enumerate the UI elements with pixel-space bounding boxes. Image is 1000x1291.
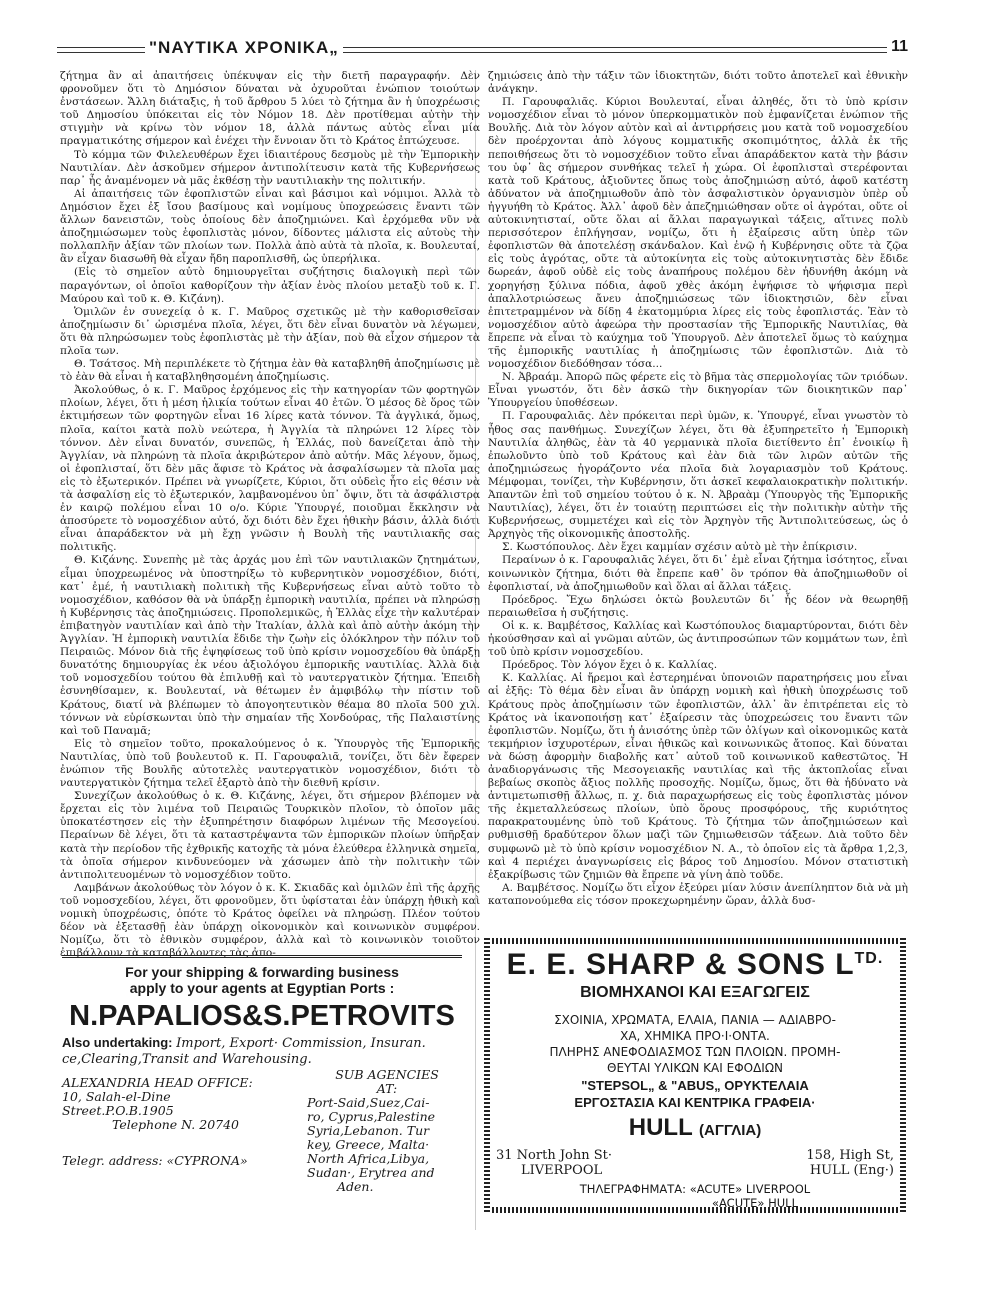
ad-subtitle: ΒΙΟΜΗΧΑΝΟΙ ΚΑΙ ΕΞΑΓΩΓΕΙΣ	[580, 984, 810, 1001]
ad-head-office	[62, 1076, 282, 1132]
ad-hull	[496, 1114, 894, 1142]
agency-line: Port-Said,Suez,Cai-	[307, 1095, 430, 1110]
desc-line: ΣΧΟΙΝΙΑ, ΧΡΩΜΑΤΑ, ΕΛΑΙΑ, ΠΑΝΙΑ — ΑΔΙΑΒΡΟ-	[554, 1013, 836, 1027]
address-liverpool	[496, 1148, 612, 1178]
hull-country: (ΑΓΓΛΙΑ)	[699, 1122, 762, 1139]
address-line: 158, High St,	[806, 1148, 894, 1163]
ad-tagline-1: For your shipping & forwarding business	[125, 964, 399, 980]
ad-company-name: N.PAPALIOS&S.PETROVITS	[69, 1000, 455, 1032]
telegram-line: ΤΗΛΕΓΡΑΦΗΜΑΤΑ: «ACUTE» LIVERPOOL	[579, 1182, 811, 1196]
address-line: LIVERPOOL	[521, 1163, 603, 1178]
agency-line: Sudan·, Erytrea and	[307, 1165, 435, 1180]
page-number: 11	[887, 38, 912, 56]
ad-factories-heading: ΕΡΓΟΣΤΑΣΙΑ ΚΑΙ ΚΕΝΤΡΙΚΑ ΓΡΑΦΕΙΑ·	[574, 1095, 816, 1110]
paragraph: Τὸ κόμμα τῶν Φιλελευθέρων ἔχει ἰδιαιτέρους δεσμοὺς μὲ τὴν Ἐμπορικὴν Ναυτιλίαν. Δὲν ἀσκοῦμεν σήμερον ἀντιπολίτευσιν κατὰ τῆς Κυβερνήσεως παρ᾽ ἧς ἀναμένομεν νὰ μᾶς ἐκθέσῃ τὴν ναυτιλιακὴν της πολιτικήν.	[60, 148, 480, 187]
paragraph: (Εἰς τὸ σημεῖον αὐτὸ δημιουργεῖται συζήτησις διαλογικὴ περὶ τῶν παραγόντων, οἱ ὁποῖοι καθορίζουν τὴν ἀξίαν ἑνὸς πλοίου μεταξὺ τοῦ κ. Γ. Μαύρου καὶ τοῦ κ. Θ. Κιζάνη).	[60, 266, 480, 305]
paragraph: Περαίνων ὁ κ. Γαρουφαλιᾶς λέγει, ὅτι δι᾽ ἐμὲ εἶναι ζήτημα ἰσότητος, εἶναι κοινωνικὸν ζήτημα, διότι θὰ ἔπρεπε καθ᾽ ὃν τρόπον θὰ ἀποζημιωθοῦν οἱ ἐφοπλισταί, νὰ ἀποζημιωθοῦν καὶ ὅλαι αἱ ἄλλαι τάξεις.	[488, 554, 908, 593]
agency-line: ro, Cyprus,Palestine	[307, 1109, 436, 1124]
ad-content	[496, 948, 894, 1210]
agency-line: Syria,Lebanon. Tur	[307, 1123, 430, 1138]
ad-tagline-2: apply to your agents at Egyptian Ports :	[129, 980, 395, 996]
address-line: 31 North John St·	[496, 1148, 612, 1163]
paragraph: Ν. Ἀβραάμ. Ἀπορῶ πῶς φέρετε εἰς τὸ βῆμα τὰς σπερμολογίας τῶν τριόδων. Εἶναι γνωστόν, ὅτι δὲν ἀσκῶ τὴν δικηγορίαν τῶν διοικητικῶν παρ᾽ Ὑπουργείου ὑποθέσεων.	[488, 371, 908, 410]
paragraph: Εἰς τὸ σημεῖον τοῦτο, προκαλούμενος ὁ κ. Ὑπουργὸς τῆς Ἐμπορικῆς Ναυτιλίας, ὑπὸ τοῦ βουλευτοῦ κ. Π. Γαρουφαλιᾶ, τονίζει, ὅτι δὲν ἔφερεν ἐνώπιον τῆς Βουλῆς αὐτοτελὲς ναυτεργατικὸν νομοσχέδιον, διότι τὸ ναυτεργατικὸν ζήτημα τελεῖ ἐξαρτὸ ἀπὸ τὴν διεθνῆ κρίσιν.	[60, 737, 480, 790]
ad-services-text: Import, Export· Commission, Insuran. ce,Clearing,Transit and Warehousing.	[62, 1036, 426, 1067]
address-hull	[806, 1148, 894, 1178]
desc-line: ΧΑ, ΧΗΜΙΚΑ ΠΡΟ·Ι·ΟΝΤΑ.	[620, 1029, 770, 1043]
office-line: ALEXANDRIA HEAD OFFICE:	[62, 1075, 253, 1090]
paragraph: Ἀκολούθως, ὁ κ. Γ. Μαῦρος ἐρχόμενος εἰς τὴν κατηγορίαν τῶν φορτηγῶν πλοίων, λέγει, ὅτι ἡ μέση ἡλικία τούτων εἶναι 40 ἐτῶν. Ὁ μέσος δὲ ὅρος τῶν ἐκτιμήσεων τῶν φορτηγῶν εἶναι 16 λίρες κατὰ τόννον. Τὰ ἀγγλικά, ὅμως, πλοῖα, καίτοι κατὰ πολὺ νεώτερα, ἡ Ἀγγλία τὰ πληρώνει 12 λίρες τὸν τόννον. Δὲν εἶναι δυνατόν, συνεπῶς, ἡ Ἑλλάς, ποὺ δανείζεται ἀπὸ τὴν Ἀγγλίαν, νὰ πληρώνῃ τὰ πλοῖα ἀκριβώτερον ἀπὸ αὐτήν. Μᾶς λέγουν, ὅμως, οἱ ἐφοπλισταί, ὅτι δὲν μᾶς ἄφισε τὸ Κράτος νὰ ἀσφαλίσωμεν τὰ πλοῖα μας εἰς τὸ ἐξωτερικόν. Πρέπει νὰ γνωρίζετε, Κύριοι, ὅτι οὐδεὶς ἦτο εἰς θέσιν νὰ τὰ ἀσφαλίσῃ εἰς τὸ ἐξωτερικόν, λαμβανομένου ὑπ᾽ ὄψιν, ὅτι τὰ ἀσφάλιστρα ἐν καιρῷ πολέμου εἶναι 10 o/o. Κύριε Ὑπουργέ, ποιοῦμαι ἔκκλησιν νὰ ἀποσύρετε τὸ νομοσχέδιον αὐτό, ὄχι διότι δὲν ἔχει ἠθικὴν βάσιν, ἀλλὰ διότι εἶναι ἀπαράδεκτον νὰ μὴ ἔχῃ γνῶσιν ἡ Βουλὴ τῆς ναυτιλιακῆς σας πολιτικῆς.	[60, 384, 480, 554]
paragraph: Σ. Κωστόπουλος. Δὲν ἔχει καμμίαν σχέσιν αὐτὸ μὲ τὴν ἐπίκρισιν.	[502, 541, 858, 554]
ad-telegrams	[496, 1182, 894, 1210]
left-column	[60, 70, 480, 960]
paragraph: Πρόεδρος. Ἔχω δηλώσει ὀκτὼ βουλευτῶν δι᾽ ἧς δέον νὰ θεωρηθῇ περαιωθεῖσα ἡ συζήτησις.	[488, 593, 908, 619]
agency-line: key, Greece, Malta·	[307, 1137, 430, 1152]
agencies-heading: SUB AGENCIES	[335, 1067, 439, 1082]
agency-line: Aden.	[337, 1179, 374, 1194]
page-header	[57, 38, 912, 60]
telegram-line: «ACUTE» HULL	[711, 1196, 798, 1210]
paragraph: Λαμβάνων ἀκολούθως τὸν λόγον ὁ κ. Κ. Σκιαδᾶς καὶ ὁμιλῶν ἐπὶ τῆς ἀρχῆς τοῦ νομοσχεδίου, λέγει, ὅτι φρονοῦμεν, ὅτι ὑφίσταται ἐὰν ὑπάρχῃ ἠθικὴ καὶ νομικὴ ὑποχρέωσις, ὁπότε τὸ Κράτος ὀφείλει νὰ πληρώσῃ. Πλέον τούτου δέον νὰ ἐξετασθῇ ἐὰν ὑπάρχῃ οἰκονομικὸν καὶ κοινωνικὸν συμφέρον. Νομίζω, ὅτι τὸ ἐθνικὸν συμφέρον, ἀλλὰ καὶ τὸ κοινωνικὸν τοιοῦτον ἐπιβάλλουν τὰ καταβάλλοντες τὰς ἀπο-	[60, 881, 480, 960]
header-title: "ΝΑΥΤΙΚΑ ΧΡΟΝΙΚΑ„	[145, 38, 343, 58]
ad-telegraph-address: Telegr. address: «CYPRONA»	[62, 1153, 248, 1168]
paragraph: Π. Γαρουφαλιᾶς. Κύριοι Βουλευταί, εἶναι ἀληθές, ὅτι τὸ ὑπὸ κρίσιν νομοσχέδιον εἶναι τὸ μόνον ὑπερκομματικὸν ποὺ ἐμφανίζεται ἐνώπιον τῆς Βουλῆς. Διὰ τὸν λόγον αὐτὸν καὶ αἱ ἀντιρρήσεις μου κατὰ τοῦ νομοσχεδίου δὲν προέρχονται ἀπὸ λόγους κομματικῆς σκοπιμότητος, ἀλλὰ ἐκ τῆς πεποιθήσεως ὅτι τὸ νομοσχέδιον τοῦτο εἶναι ἀπαράδεκτον κατὰ τὴν βάσιν του ὑφ᾽ ἃς σήμερον συνθήκας τελεῖ ἡ χώρα. Οἱ ἐφοπλισταὶ στερέφονται κατὰ τοῦ Κράτους, ἀξιοῦντες ὅπως τοὺς ἀποζημιώσῃ αὐτό, ἀφοῦ κατέστη ἀδύνατον νὰ ἀποζημιωθοῦν ἀπὸ τὸν ἀσφαλιστικὸν ὀργανισμὸν ὑπὲρ οὗ ἠγγυήθη τὸ Κράτος. Ἀλλ᾽ ἀφοῦ δὲν ἀπεζημιώθησαν οὔτε οἱ ἀγρόται, οὔτε οἱ αὐτοκινητισταί, οὔτε ὅλαι αἱ ἄλλαι παραγωγικαὶ τάξεις, αἵτινες πολὺ περισσότερον ἐπλήγησαν, νομίζω, ὅτι ἡ ἐξαίρεσις αὕτη ὑπὲρ τῶν ἐφοπλιστῶν θὰ ἀποτελέσῃ σκάνδαλον. Καὶ ἐνῷ ἡ Κυβέρνησις οὔτε τὰ ζῷα εἰς τοὺς ἀγρότας, οὔτε τὰ αὐτοκίνητα εἰς τοὺς αὐτοκινητιστὰς δὲν ἔδιδε δωρεάν, ἀφοῦ οὐδὲ εἰς τοὺς ἀναπήρους πολέμου δὲν ἠδυνήθη ἀκόμη νὰ χορηγήσῃ ξύλινα πόδια, ἀφοῦ χθὲς ἀκόμη ἐψήφισε τὸ ψήφισμα περὶ ἀπαλλοτριώσεως ἄνευ ἀποζημιώσεως τῶν ἰδιοκτησιῶν, δὲν εἶναι ἐπιτετραμμένον νὰ δίδῃ 4 ἑκατομμύρια λίρες εἰς τοὺς ἐφοπλιστάς. Ἐὰν τὸ νομοσχέδιον αὐτὸ ἀφεώρα τὴν προστασίαν τῆς Ἐμπορικῆς Ναυτιλίας, θὰ ἔπρεπε νὰ εἶναι τὸ καύχημα τοῦ Ὑπουργοῦ. Δὲν ἀποτελεῖ ὅμως τὸ καύχημα τῆς ἐμπορικῆς ναυτιλίας ἡ ἀποζημίωσις τῶν ἐφοπλιστῶν. Διὰ τὸ νομοσχέδιον διεδόθησαν τόσα...	[488, 96, 908, 371]
paragraph: Θ. Τσάτσος. Μὴ περιπλέκετε τὸ ζήτημα ἐὰν θὰ καταβληθῆ ἀποζημίωσις μὲ τὸ ἐὰν θὰ εἶναι ἡ καταβληθησομένη ἀποζημίωσις.	[60, 358, 480, 384]
paragraph: Πρόεδρος. Τὸν λόγον ἔχει ὁ κ. Καλλίας.	[502, 659, 718, 672]
office-line: 10, Salah-el-Dine Street.P.O.B.1905	[62, 1089, 174, 1118]
ad-addresses	[496, 1148, 894, 1178]
office-line: Telephone N. 20740	[112, 1117, 240, 1132]
ad-border-left	[484, 938, 490, 1213]
paragraph: Α. Βαμβέτσος. Νομίζω ὅτι εἶχον ἐξεύρει μίαν λύσιν ἀνεπίληπτον διὰ νὰ μὴ καταπονούμεθα εἰς τόσον προκεχωρημένην ὥραν, ἀλλὰ δυσ-	[488, 881, 908, 907]
agencies-at: AT:	[376, 1081, 398, 1096]
paragraph: Θ. Κιζάνης. Συνεπὴς μὲ τὰς ἀρχάς μου ἐπὶ τῶν ναυτιλιακῶν ζητημάτων, εἶμαι ὑποχρεωμένος νὰ ὑποστηρίξω τὸ κυβερνητικὸν νομοσχέδιον, διότι, κατ᾽ ἐμέ, ἡ ναυτιλιακὴ πολιτικὴ τῆς Κυβερνήσεως εἶναι αὐτὸ τοῦτο τὸ νομοσχέδιον, καθόσον θὰ νὰ ὑπάρξῃ ἐμπορικὴ ναυτιλία, πρέπει νὰ πληρώσῃ ἡ Κυβέρνησις τὰς ἀποζημιώσεις. Προπολεμικῶς, ἡ Ἑλλὰς εἶχε τὴν καλυτέραν ἐπιβατηγὸν ναυτιλίαν καὶ ἀπὸ τὴν Ἰταλίαν, ἀλλὰ καὶ ἀπὸ αὐτὴν ἀκόμη τὴν Ἀγγλίαν. Ἡ ἐμπορικὴ ναυτιλία ἔδιδε τὴν ζωὴν εἰς ὁλόκληρον τὴν πόλιν τοῦ Πειραιῶς. Μόνον διὰ τῆς ἐψηφίσεως τοῦ ὑπὸ κρίσιν νομοσχεδίου θὰ ὑπάρξῃ δυνατότης δημιουργίας ἐκ νέου ἀξιολόγου ἐμπορικῆς ναυτιλίας. Ἀλλὰ διὰ τοῦ νομοσχεδίου τούτου θὰ ἐπιλυθῇ καὶ τὸ ναυτεργατικὸν ζήτημα. Ἐπειδὴ ἐσυνηθίσαμεν, κ. Βουλευταί, νὰ θέτωμεν ἐν ἀμφιβόλῳ τὴν πίστιν τοῦ Κράτους, διατί νὰ βλέπωμεν τὸ ἀπογοητευτικὸν θέαμα 80 πλοῖα 500 χιλ. τόννων νὰ εὑρίσκωνται ὑπὸ τὴν σημαίαν τῆς Χονδούρας, τῆς Παλαιστίνης καὶ τοῦ Παναμᾶ;	[60, 554, 480, 737]
desc-line: ΘΕΥΤΑΙ ΥΛΙΚΩΝ ΚΑΙ ΕΦΟΔΙΩΝ	[607, 1061, 783, 1075]
paragraph: Οἱ κ. κ. Βαμβέτσος, Καλλίας καὶ Κωστόπουλος διαμαρτύρονται, διότι δὲν ἠκούσθησαν καὶ αἱ γνῶμαι αὐτῶν, ὡς ἀντιπροσώπων τῶν κομμάτων των, ἐπὶ τοῦ ὑπὸ κρίσιν νομοσχεδίου.	[488, 619, 908, 659]
paragraph: Π. Γαρουφαλιᾶς. Δὲν πρόκειται περὶ ὑμῶν, κ. Ὑπουργέ, εἶναι γνωστὸν τὸ ἦθος σας πανθήμως. Συνεχίζων λέγει, ὅτι θὰ ἐξυπηρετεῖτο ἡ Ἐμπορικὴ Ναυτιλία ἀληθῶς, ἐὰν τὰ 40 γερμανικὰ πλοῖα διετίθεντο ἐπ᾽ ἐνοικίῳ ἢ ἐπωλοῦντο ὑπὸ τοῦ Κράτους καὶ ἐὰν διὰ τῶν λιρῶν αὐτῶν τῆς ἀποζημιώσεως ἠγοράζοντο νέα πλοῖα διὰ λογαριασμὸν τοῦ Κράτους. Μέμφομαι, τονίζει, τὴν Κυβέρνησιν, ὅτι ἀσκεῖ κεφαλαιοκρατικὴν πολιτικήν. Ἀπαντῶν ἐπὶ τοῦ σημείου τούτου ὁ κ. Ν. Ἀβραὰμ (Ὑπουργὸς τῆς Ἐμπορικῆς Ναυτιλίας), λέγει, ὅτι ἐν τοιαύτῃ περιπτώσει εἰς τὴν πολιτικὴν αὐτὴν τῆς Κυβερνήσεως, συμμετέχει καὶ εἰς τὸν Ἀρχηγὸν τῆς Ἀντιπολιτεύσεως, ὡς ὁ Ἀρχηγὸς τῆς οἰκονομικῆς ἀποστολῆς.	[488, 410, 908, 541]
ad-border-top	[484, 938, 906, 944]
ad-description	[496, 1012, 894, 1076]
paragraph: Συνεχίζων ἀκολούθως ὁ κ. Θ. Κιζάνης, λέγει, ὅτι σήμερον βλέπομεν νὰ ἔρχεται εἰς τὸν λιμένα τοῦ Πειραιῶς Τουρκικὸν πλοῖον, τὸ ὁποῖον μᾶς ὑποκατέστησεν εἰς τὴν ἐξυπηρέτησιν διαφόρων λιμένων τῆς Μεσογείου. Περαίνων δὲ λέγει, ὅτι τὰ καταστρέψαντα τῶν ἐμπορικῶν πλοίων ὑπῆρξαν κατὰ τὴν περίοδον τῆς ἐχθρικῆς κατοχῆς τὰ μόνα ἐλεύθερα ἑλληνικὰ σημεῖα, τὰ ὁποῖα σήμερον κινδυνεύομεν νὰ χάσωμεν ἀπὸ τὴν πολιτικὴν τῶν ἀντιπολιτευομένων τὸ νομοσχέδιον τοῦτο.	[60, 790, 480, 881]
brand-suffix: TD.	[854, 950, 884, 967]
right-column	[488, 70, 908, 908]
papalios-advertisement	[62, 955, 462, 1196]
ad-services	[62, 1035, 462, 1067]
paragraph: Ὁμιλῶν ἐν συνεχείᾳ ὁ κ. Γ. Μαῦρος σχετικῶς μὲ τὴν καθορισθεῖσαν ἀποζημίωσιν δι᾽ ὡρισμένα πλοῖα, λέγει, ὅτι δὲν εἶναι δυνατὸν νὰ λέγωμεν, ὅτι θὰ πληρώσωμεν τοὺς ἐφοπλιστὰς μὲ τὴν ἀξίαν, ποὺ θὰ εἶχον σήμερον τὰ πλοῖα των.	[60, 305, 480, 357]
brand-name: E. E. SHARP & SONS L	[506, 948, 855, 981]
ad-oil-brands: "STEPSOL„ & "ABUS„ ΟΡΥΚΤΕΛΑΙΑ	[581, 1078, 809, 1093]
ad-brand	[496, 948, 894, 982]
ad-sub-agencies	[307, 1068, 467, 1194]
desc-line: ΠΛΗΡΗΣ ΑΝΕΦΟΔΙΑΣΜΟΣ ΤΩΝ ΠΛΟΙΩΝ. ΠΡΟΜΗ-	[549, 1045, 841, 1059]
ad-border-right	[900, 938, 906, 1213]
paragraph: Κ. Καλλίας. Αἱ ἤρεμοι καὶ ἐστερημέναι ὑπονοιῶν παρατηρήσεις μου εἶναι αἱ ἑξῆς: Τὸ θέμα δὲν εἶναι ἂν ὑπάρχῃ νομικὴ καὶ ἠθικὴ ὑποχρέωσις τοῦ Κράτους πρὸς ἀποζημίωσιν τῶν ἐφοπλιστῶν, ἀλλ᾽ ἂν ἐπιτρέπεται εἰς τὸ Κράτος νὰ ἱκανοποιήσῃ κατ᾽ ἐξαίρεσιν τὰς ὑποχρεώσεις του ἔναντι τῶν ἐφοπλιστῶν. Νομίζω, ὅτι ἡ ἀνισότης ὑπὲρ τῶν ὀλίγων καὶ οἰκονομικῶς κατὰ τεκμήριον ἰσχυροτέρων, εἶναι ἠθικῶς καὶ κοινωνικῶς ἄτοπος. Καὶ δύναται νὰ δώσῃ ἀφορμὴν διαβολῆς κατ᾽ αὐτοῦ τοῦ κοινωνικοῦ καθεστῶτος. Ἡ ἀναδιοργάνωσις τῆς Μεσογειακῆς ναυτιλίας καὶ τῆς ἀκτοπλοΐας εἶναι βεβαίως σκοπὸς ἄξιος πολλῆς προσοχῆς. Νομίζω, ὅμως, ὅτι θὰ ἠδύνατο νὰ ἀντιμετωπισθῇ ἄλλως, π. χ. διὰ παραχωρήσεως εἰς τοὺς ἐφοπλιστὰς μόνον τῆς ἐκμεταλλεύσεως πλοίων, ὑπὸ ὅρους προσφόρους, τῆς κυριότητος παρακρατουμένης ὑπὸ τοῦ Κράτους. Τὸ ζήτημα τῶν ἀποζημιώσεων καὶ ρυθμισθῇ δραδύτερον ὅλων μαζὶ τῶν ζημιωθεισῶν τάξεων. Διὰ τοῦτο δὲν συμφωνῶ μὲ τὸ ὑπὸ κρίσιν νομοσχέδιον Ν. Α., τὸ ὁποῖον εἰς τὰ ἄρθρα 1,2,3, καὶ 4 περιέχει ἀναγνωρίσεις εἰς βάρος τοῦ Δημοσίου. Μόνον στατιστικὴ ἐξακρίβωσις τῶν ζημιῶν θὰ ἔπρεπε νὰ γίνη ἀπὸ τοῦδε.	[488, 672, 908, 881]
paragraph: ζήτημα ἂν αἱ ἀπαιτήσεις ὑπέκυψαν εἰς τὴν διετῆ παραγραφήν. Δὲν φρονοῦμεν ὅτι τὸ Δημόσιον δύναται νὰ ὀχυροῦται ἐνώπιον τοιούτων ἐνστάσεων. Ἄλλη διάταξις, ἡ τοῦ ἄρθρου 5 λύει τὸ ζήτημα ἂν ἡ ὑποχρέωσις τοῦ Δημοσίου ὑπόκειται εἰς τὸν Νόμον 18. Δὲν προτίθεμαι αὐτὴν τὴν στιγμὴν νὰ κρίνω τὸν νόμον 18, ἀλλὰ πάντως αὐτὸς εἶναι μία πραγματικότης σήμερον καὶ ἐνέχει τὴν ἔννοιαν ὅτι τὸ Κράτος ἐπτώχευσε.	[60, 70, 480, 148]
ad-services-label: Also undertaking:	[62, 1035, 173, 1050]
paragraph: Αἱ ἀπαιτήσεις τῶν ἐφοπλιστῶν εἶναι καὶ βάσιμοι καὶ νόμιμοι. Ἀλλὰ τὸ Δημόσιον ἔχει ἐξ ἴσου βασίμους καὶ νομίμους ὑποχρεώσεις ἔναντι τῶν ἄλλων δανειστῶν, τοὺς ὁποίους δὲν ἀποζημιώνει. Καὶ ἐρχόμεθα νῦν νὰ ἀποζημιώσωμεν τοὺς ἐφοπλιστὰς μόνον, δίδοντες μάλιστα εἰς αὐτοὺς τὴν πολλαπλῆν ἀξίαν τῶν πλοίων των. Πολλὰ ἀπὸ αὐτὰ τὰ πλοῖα, κ. Βουλευταί, ἂν εἶχαν διασωθῆ θὰ εἶχαν ἤδη παροπλισθῆ, ὡς ὑπερήλικα.	[60, 187, 480, 266]
hull-city: HULL	[628, 1114, 693, 1141]
address-line: HULL (Eng·)	[809, 1163, 894, 1178]
sharp-sons-advertisement	[484, 938, 906, 1213]
paragraph: ζημιώσεις ἀπὸ τὴν τάξιν τῶν ἰδιοκτητῶν, διότι τοῦτο ἀποτελεῖ καὶ ἐθνικὴν ἀνάγκην.	[488, 70, 908, 96]
agency-line: North Africa,Libya,	[307, 1151, 430, 1166]
